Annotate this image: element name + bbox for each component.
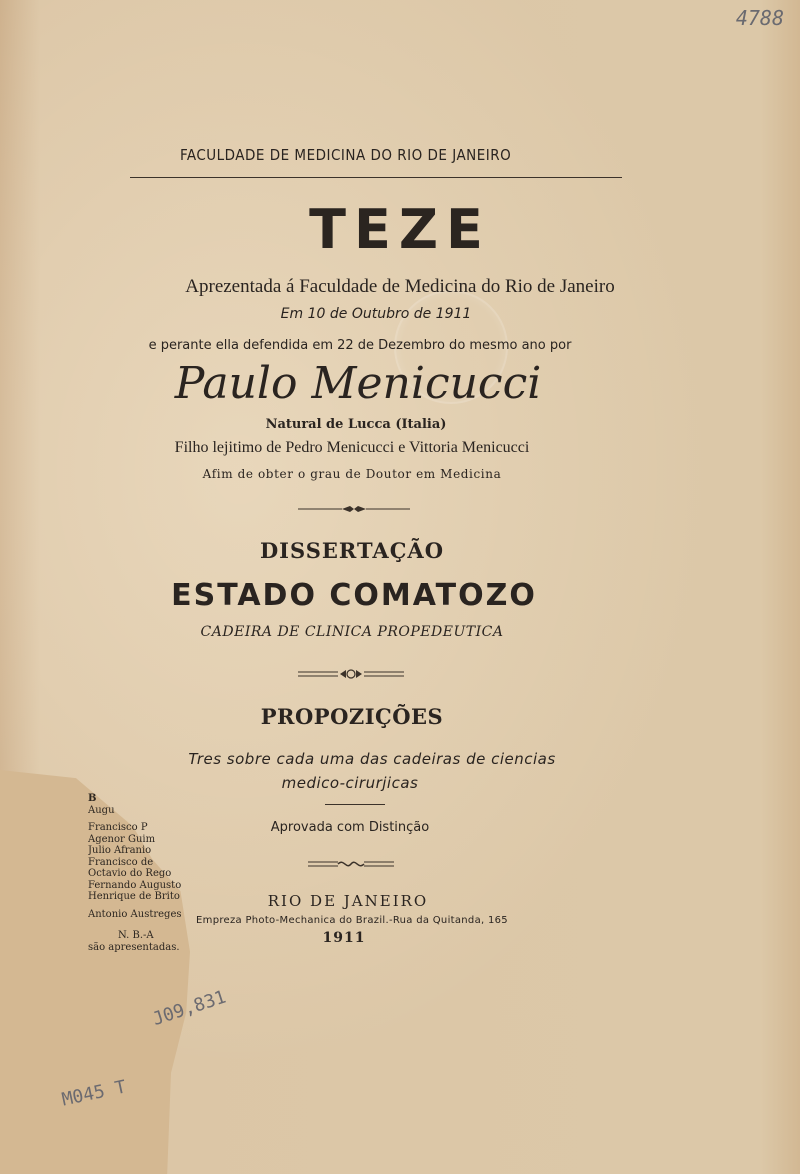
dissertation-label: DISSERTAÇÃO [259, 538, 445, 563]
fragment-line: B [88, 793, 97, 804]
presentation-line-1: Aprezentada á Faculdade de Medicina do Rio de Janeiro [185, 276, 615, 297]
dissertation-subject: ESTADO COMATOZO [171, 578, 537, 613]
institution-header: FACULDADE DE MEDICINA DO RIO DE JANEIRO [180, 146, 512, 164]
fragment-line: Julio Afranio [88, 845, 152, 856]
pencil-shelfmark: J09,831 [150, 986, 229, 1030]
pencil-note: M045 T [60, 1076, 128, 1111]
document-title: TEZE [309, 198, 491, 261]
fragment-line: Fernando Augusto [88, 879, 182, 891]
presentation-date: Em 10 de Outubro de 1911 [280, 306, 472, 322]
imprint-year: 1911 [322, 930, 366, 946]
fragment-line: Octavio do Rego [88, 868, 172, 879]
dissertation-chair: CADEIRA DE CLINICA PROPEDEUTICA [200, 624, 504, 640]
header-rule [130, 177, 622, 178]
author-purpose: Afim de obter o grau de Doutor em Medicina [202, 467, 502, 481]
fragment-line: Augu [88, 804, 115, 816]
author-parents: Filho lejitimo de Pedro Menicucci e Vittoria Menicucci [174, 439, 530, 456]
short-rule [325, 804, 385, 805]
propositions-label: PROPOZIÇÕES [260, 704, 444, 729]
propositions-line-2: medico-cirurjicas [281, 774, 419, 792]
fragment-line: Henrique de Brito [88, 891, 180, 902]
author-name: Paulo Menicucci [174, 358, 542, 409]
fragment-line: Francisco de [88, 856, 154, 868]
imprint-printer: Empreza Photo-Mechanica do Brazil.-Rua da Quitanda, 165 [196, 915, 508, 926]
propositions-line-1: Tres sobre cada uma das cadeiras de ciencias [188, 750, 556, 768]
fragment-line: Francisco P [88, 822, 148, 833]
imprint-city: RIO DE JANEIRO [267, 892, 429, 910]
ornament-divider-2 [298, 669, 404, 679]
ornament-divider-3 [308, 859, 394, 869]
fragment-line: Agenor Guim [88, 833, 156, 845]
catalog-number: 4788 [735, 6, 784, 30]
approval-text: Aprovada com Distinção [270, 820, 430, 835]
fragment-line: Antonio Austreges [88, 908, 182, 920]
author-origin: Natural de Lucca (Italia) [265, 417, 447, 432]
torn-fragment-text [88, 793, 200, 983]
fragment-line: são apresentadas. [88, 941, 180, 953]
presentation-line-3: e perante ella defendida em 22 de Dezembro do mesmo ano por [148, 338, 572, 353]
ornament-divider-1 [298, 504, 410, 514]
fragment-line: N. B.-A [118, 930, 154, 941]
